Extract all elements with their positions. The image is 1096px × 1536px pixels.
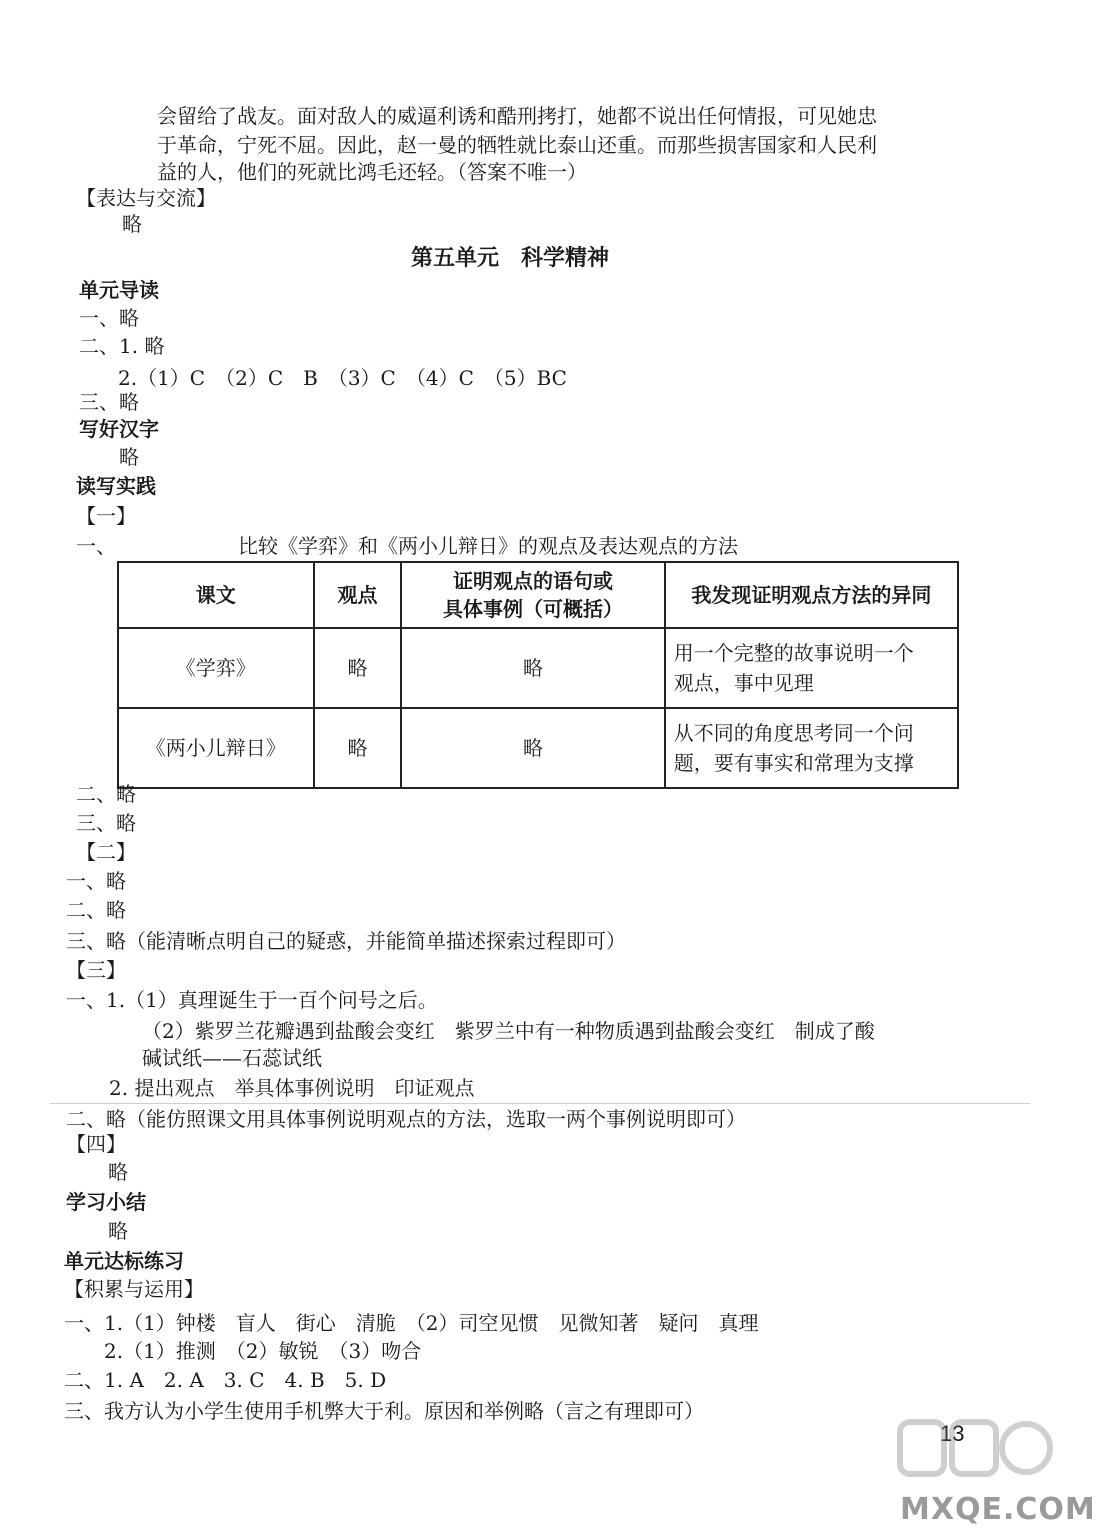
table-cell: 略 (314, 708, 402, 788)
section-heading: 学习小结 (66, 1190, 146, 1214)
table-header-line: 证明观点的语句或 (453, 569, 614, 593)
section-heading: 单元达标练习 (64, 1249, 184, 1273)
table-cell: 略 (401, 628, 664, 708)
table-cell: 略 (314, 628, 402, 708)
answer-item: 三、我方认为小学生使用手机弊大于利。原因和举例略（言之有理即可） (64, 1399, 704, 1423)
section-heading: 读写实践 (76, 474, 156, 498)
answer-text-line: 于革命，宁死不屈。因此，赵一曼的牺牲就比泰山还重。而那些损害国家和人民利 (157, 133, 877, 157)
answer-text: 略 (122, 212, 142, 236)
subsection-marker: 【四】 (66, 1132, 126, 1156)
table-cell (665, 628, 958, 708)
table-cell-line: 题，要有事实和常理为支撑 (673, 751, 914, 775)
answer-item: 一、略 (66, 869, 126, 893)
answer-text-line: 益的人，他们的死就比鸿毛还轻。（答案不唯一） (157, 160, 587, 184)
scan-fold-line (50, 1103, 1030, 1104)
table-header-line: 具体事例（可概括） (443, 597, 624, 621)
comparison-table (117, 561, 959, 789)
answer-item: 一、略 (79, 306, 139, 330)
table-cell: 《学弈》 (118, 628, 314, 708)
answer-item: 2.（1）推测 （2）敏锐 （3）吻合 (104, 1339, 422, 1363)
subsection-marker: 【积累与运用】 (64, 1277, 204, 1301)
answer-item: 碱试纸——石蕊试纸 (142, 1046, 322, 1070)
unit-title: 第五单元 科学精神 (411, 246, 610, 271)
page-number: 13 (940, 1421, 965, 1446)
answer-item: 一、1.（1）真理诞生于一百个问号之后。 (66, 988, 438, 1012)
answer-item: 二、略 (66, 898, 126, 922)
table-header-cell (401, 562, 664, 628)
answer-item: 2. 提出观点 举具体事例说明 印证观点 (109, 1076, 475, 1100)
answer-text-line: 会留给了战友。面对敌人的威逼利诱和酷刑拷打，她都不说出任何情报，可见她忠 (157, 104, 877, 128)
answer-item: （2）紫罗兰花瓣遇到盐酸会变红 紫罗兰中有一种物质遇到盐酸会变红 制成了酸 (142, 1019, 875, 1043)
answer-item: 二、略（能仿照课文用具体事例说明观点的方法，选取一两个事例说明即可） (66, 1107, 746, 1131)
table-cell (665, 708, 958, 788)
subsection-marker: 【三】 (66, 958, 126, 982)
subsection-marker: 【一】 (76, 504, 136, 528)
table-cell-line: 用一个完整的故事说明一个 (673, 641, 914, 665)
section-header: 【表达与交流】 (76, 186, 216, 210)
answer-text: 略 (108, 1160, 128, 1184)
table-cell-line: 观点，事中见理 (673, 671, 814, 695)
table-cell: 《两小儿辩日》 (118, 708, 314, 788)
table-cell-line: 从不同的角度思考同一个问 (673, 721, 914, 745)
table-title: 比较《学弈》和《两小儿辩日》的观点及表达观点的方法 (238, 534, 738, 558)
table-row (118, 628, 958, 708)
answer-item: 三、略（能清晰点明自己的疑惑，并能简单描述探索过程即可） (66, 929, 626, 953)
answer-item: 三、略 (79, 390, 139, 414)
table-row (118, 708, 958, 788)
section-heading: 单元导读 (79, 278, 159, 302)
section-heading: 写好汉字 (79, 417, 159, 441)
answer-text: 略 (108, 1219, 128, 1243)
watermark-text: MXQE.COM (900, 1492, 1096, 1527)
answer-item: 2.（1）C （2）C B （3）C （4）C （5）BC (118, 366, 567, 390)
answer-item: 二、1. 略 (79, 334, 165, 358)
table-header-cell: 我发现证明观点方法的异同 (665, 562, 958, 628)
table-header-cell: 观点 (314, 562, 402, 628)
answer-item: 二、1. A 2. A 3. C 4. B 5. D (64, 1368, 387, 1392)
subsection-marker: 【二】 (76, 840, 136, 864)
table-header-cell: 课文 (118, 562, 314, 628)
answer-item: 三、略 (76, 811, 136, 835)
table-header-row (118, 562, 958, 628)
answer-text: 略 (119, 445, 139, 469)
answer-item: 二、略 (76, 782, 136, 806)
answer-item: 一、1.（1）钟楼 盲人 街心 清脆 （2）司空见惯 见微知著 疑问 真理 (64, 1311, 759, 1335)
table-cell: 略 (401, 708, 664, 788)
question-number: 一、 (76, 534, 116, 558)
